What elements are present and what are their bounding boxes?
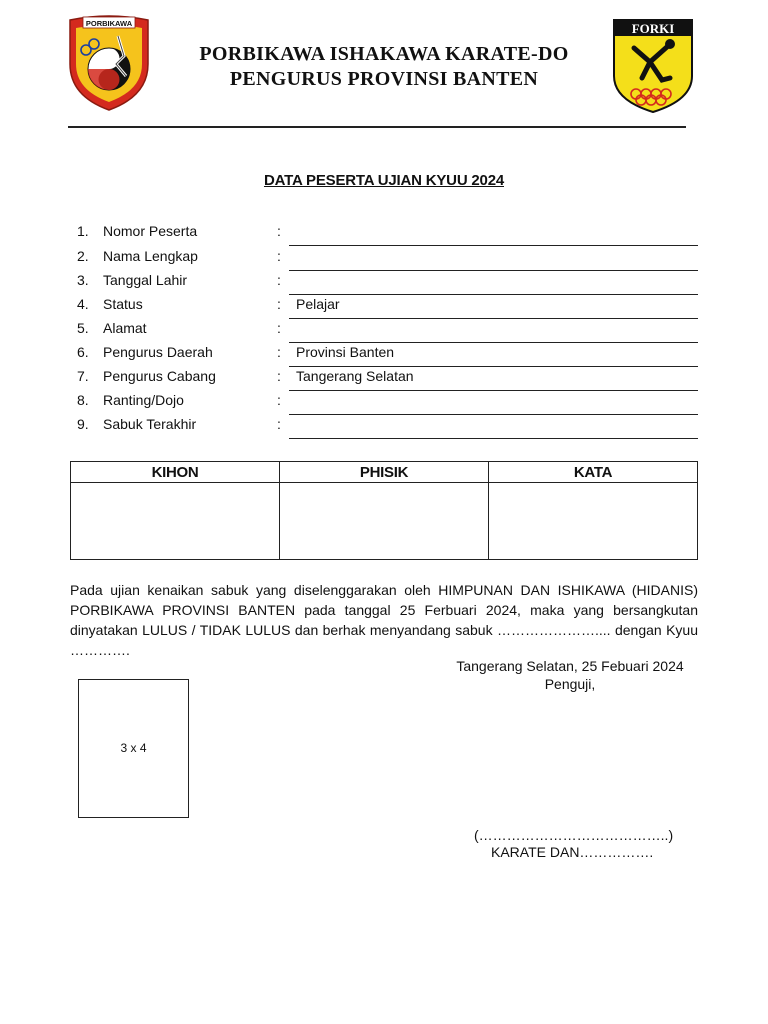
field-number: 2. xyxy=(77,248,89,264)
field-nama-lengkap xyxy=(0,248,768,272)
field-label: Status xyxy=(103,296,143,312)
field-pengurus-cabang xyxy=(0,368,768,392)
column-header-phisik: PHISIK xyxy=(280,462,489,483)
field-tanggal-lahir xyxy=(0,272,768,296)
field-pengurus-daerah xyxy=(0,344,768,368)
statement-paragraph: Pada ujian kenaikan sabuk yang diselenggarakan oleh HIMPUNAN DAN ISHIKAWA (HIDANIS) PORBIKAWA PROVINSI BANTEN pada tanggal 25 Ferbuari 2024, maka yang bersangkutan dinyatakan LULUS / TIDAK LULUS dan berhak menyandang sabuk ………………….... dengan Kyuu …………. xyxy=(70,582,698,658)
field-underline xyxy=(289,294,698,295)
field-label: Nomor Peserta xyxy=(103,223,198,239)
field-number: 6. xyxy=(77,344,89,360)
field-number: 7. xyxy=(77,368,89,384)
score-cell-phisik[interactable] xyxy=(280,483,489,560)
forki-logo xyxy=(612,18,694,114)
field-underline xyxy=(289,438,698,439)
score-table-row xyxy=(71,483,698,560)
field-colon: : xyxy=(277,248,281,264)
field-value[interactable]: Provinsi Banten xyxy=(296,344,395,360)
photo-size-label: 3 x 4 xyxy=(120,741,147,755)
field-underline xyxy=(289,390,698,391)
score-cell-kihon[interactable] xyxy=(71,483,280,560)
score-cell-kata[interactable] xyxy=(489,483,698,560)
forki-shield-icon xyxy=(612,18,694,114)
field-nomor-peserta xyxy=(0,223,768,247)
porbikawa-shield-icon xyxy=(66,14,152,112)
org-province: PENGURUS PROVINSI BANTEN xyxy=(229,68,539,90)
field-colon: : xyxy=(277,416,281,432)
field-label: Nama Lengkap xyxy=(103,248,198,264)
column-header-kihon: KIHON xyxy=(71,462,280,483)
field-colon: : xyxy=(277,320,281,336)
column-header-kata: KATA xyxy=(489,462,698,483)
field-value[interactable]: Tangerang Selatan xyxy=(296,368,414,384)
field-underline xyxy=(289,245,698,246)
field-underline xyxy=(289,318,698,319)
field-colon: : xyxy=(277,272,281,288)
field-number: 9. xyxy=(77,416,89,432)
field-label: Pengurus Daerah xyxy=(103,344,213,360)
photo-placeholder[interactable] xyxy=(78,679,189,818)
signature-role: Penguji, xyxy=(544,676,596,692)
porbikawa-logo xyxy=(66,14,152,112)
field-number: 5. xyxy=(77,320,89,336)
document-title: DATA PESERTA UJIAN KYUU 2024 xyxy=(263,172,504,189)
field-number: 4. xyxy=(77,296,89,312)
org-name: PORBIKAWA ISHAKAWA KARATE-DO xyxy=(199,43,569,65)
field-number: 1. xyxy=(77,223,89,239)
field-number: 3. xyxy=(77,272,89,288)
forki-banner-text: FORKI xyxy=(631,21,675,36)
field-value[interactable]: Pelajar xyxy=(296,296,340,312)
field-label: Tanggal Lahir xyxy=(103,272,188,288)
porbikawa-banner-text: PORBIKAWA xyxy=(85,19,133,28)
signature-name-line[interactable]: (…………………………………..) xyxy=(474,827,674,843)
field-label: Ranting/Dojo xyxy=(103,392,184,408)
field-ranting-dojo xyxy=(0,392,768,416)
field-colon: : xyxy=(277,344,281,360)
field-underline xyxy=(289,342,698,343)
field-label: Pengurus Cabang xyxy=(103,368,216,384)
field-underline xyxy=(289,366,698,367)
field-underline xyxy=(289,414,698,415)
field-number: 8. xyxy=(77,392,89,408)
field-status xyxy=(0,296,768,320)
field-colon: : xyxy=(277,296,281,312)
field-label: Alamat xyxy=(103,320,147,336)
field-colon: : xyxy=(277,368,281,384)
score-table xyxy=(70,461,698,560)
signature-place-date: Tangerang Selatan, 25 Febuari 2024 xyxy=(456,658,684,674)
signature-rank: KARATE DAN……………. xyxy=(491,844,654,860)
field-label: Sabuk Terakhir xyxy=(103,416,197,432)
field-colon: : xyxy=(277,223,281,239)
header-divider xyxy=(68,126,686,128)
field-colon: : xyxy=(277,392,281,408)
score-table-header-row xyxy=(71,462,698,483)
field-alamat xyxy=(0,320,768,344)
field-sabuk-terakhir xyxy=(0,416,768,440)
field-underline xyxy=(289,270,698,271)
